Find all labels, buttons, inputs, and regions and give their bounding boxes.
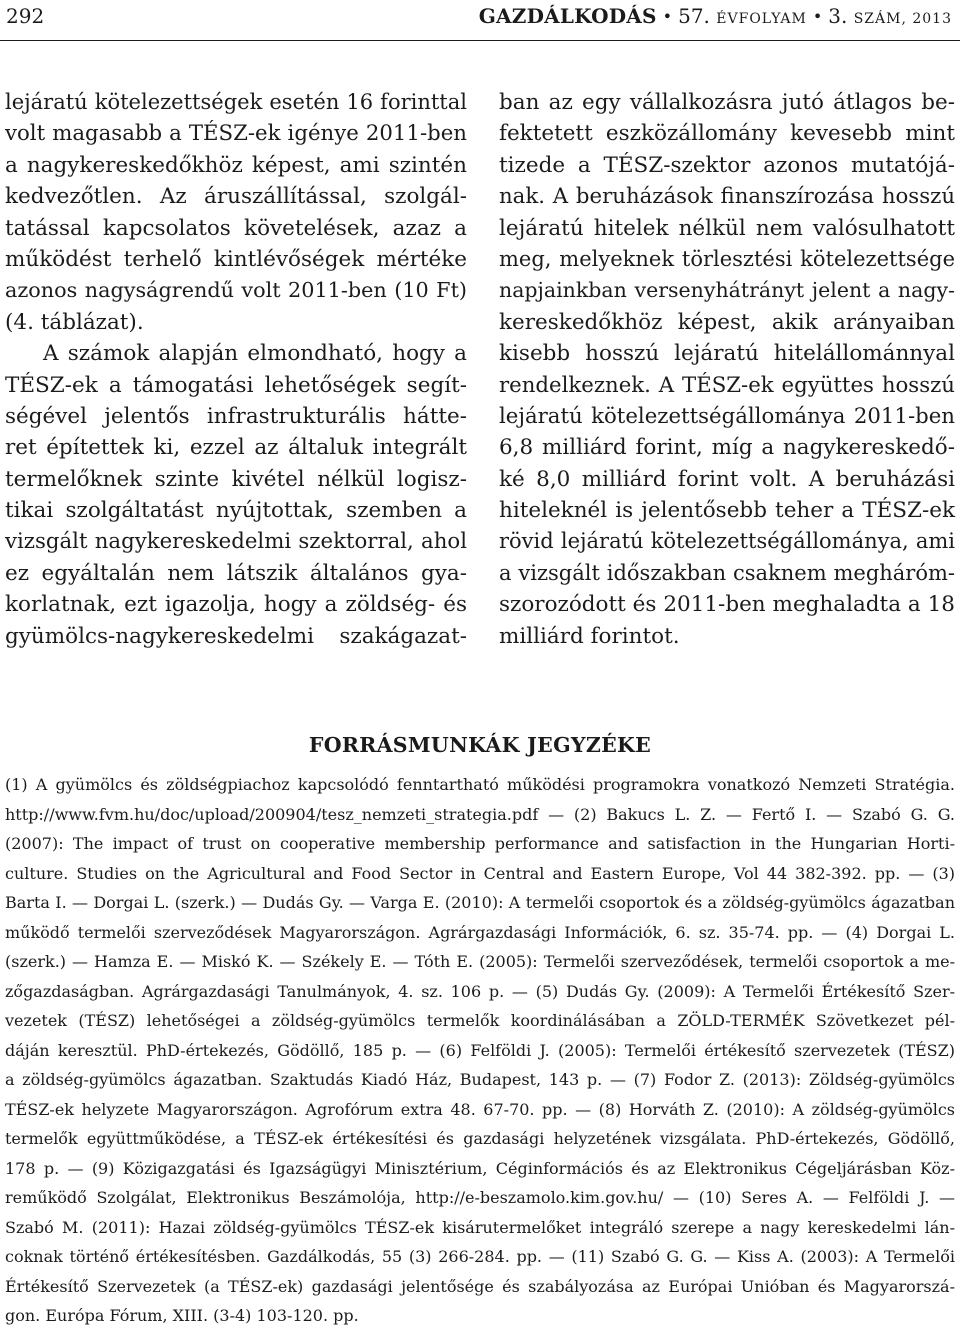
text-line: kereskedőkhöz képest, akik arányaiban <box>499 309 955 335</box>
reference-line: 178 p. — (9) Közigazgatási és Igazságügyi Minisztérium, Céginformációs és az Elektronikus Cégeljárásban Köz- <box>5 1158 955 1178</box>
text-line: hiteleknél is jelentősebb teher a TÉSZ-ek <box>499 498 955 524</box>
text-line: ségével jelentős infrastrukturális hátte- <box>5 403 467 429</box>
text-line: TÉSZ-ek a támogatási lehetőségek segít- <box>5 372 467 398</box>
reference-line: coknak történő értékesítésben. Gazdálkodás, 55 (3) 266-284. pp. — (11) Szabó G. G. — Kiss A. (2003): A Termelői <box>5 1247 955 1266</box>
text-line: tatással kapcsolatos követelések, azaz a <box>5 215 467 241</box>
reference-line: Barta I. — Dorgai L. (szerk.) — Dudás Gy. — Varga E. (2010): A termelői csoportok és a zöldség-gyümölcs ágazatban <box>5 893 955 912</box>
text-line: termelőknek szinte kivétel nélkül logisz- <box>5 466 467 492</box>
journal-name: GAZDÁLKODÁS <box>478 4 657 28</box>
text-line: tikai szolgáltatást nyújtottak, szemben a <box>5 498 467 524</box>
text-line: tizede a TÉSZ-szektor azonos mutatójá- <box>499 152 955 178</box>
text-line: rendelkeznek. A TÉSZ-ek együttes hosszú <box>499 372 955 398</box>
text-line: szorozódott és 2011-ben meghaladta a 18 <box>499 592 955 618</box>
bullet-separator-icon: • <box>812 7 823 26</box>
issue-label: SZÁM, 2013 <box>853 11 952 27</box>
reference-line: (szerk.) — Hamza E. — Miskó K. — Székely E. — Tóth E. (2005): Termelői szerveződések, termelői csoportok a me- <box>5 952 955 971</box>
text-line: lejáratú kötelezettségek esetén 16 forinttal <box>5 90 467 114</box>
text-line: milliárd forintot. <box>499 623 680 649</box>
text-line: korlatnak, ezt igazolja, hogy a zöldség- és <box>5 592 467 618</box>
paragraph-first-line: A számok alapján elmondható, hogy a <box>43 341 467 367</box>
reference-line: működő termelői szerveződések Magyarországon. Agrárgazdasági Információk, 6. sz. 35-74. pp. — (4) Dorgai L. <box>5 922 955 942</box>
reference-line: reműködő Szolgálat, Elektronikus Beszámolója, http://e-beszamolo.kim.gov.hu/ — (10) Seres A. — Felföldi J. — <box>5 1188 955 1207</box>
reference-line: culture. Studies on the Agricultural and Food Sector in Central and Eastern Europe, Vol 44 382-392. pp. — (3) <box>5 863 955 883</box>
bullet-separator-icon: • <box>662 7 673 26</box>
references-heading: FORRÁSMUNKÁK JEGYZÉKE <box>308 733 652 757</box>
text-line: ez egyáltalán nem látszik általános gya- <box>5 560 467 586</box>
reference-line: TÉSZ-ek helyzete Magyarországon. Agrofórum extra 48. 67-70. pp. — (8) Horváth Z. (2010): A zöldség-gyümölcs <box>5 1099 955 1119</box>
text-line: lejáratú hitelek nélkül nem valósulhatott <box>499 215 955 241</box>
reference-line: http://www.fvm.hu/doc/upload/200904/tesz_nemzeti_strategia.pdf — (2) Bakucs L. Z. — Fertő I. — Szabó G. G. <box>5 804 955 824</box>
text-line: vizsgált nagykereskedelmi szektorral, ahol <box>5 529 467 555</box>
text-line: működést terhelő kintlévőségek mértéke <box>5 246 467 272</box>
text-line: ret építettek ki, ezzel az általuk integrált <box>5 435 467 461</box>
volume-number: 57. <box>678 4 710 28</box>
journal-running-head <box>479 4 952 31</box>
text-line: kisebb hosszú lejáratú hitelállománnyal <box>499 341 955 367</box>
text-line: a nagykereskedőkhöz képest, ami szintén <box>5 152 467 178</box>
text-line: rövid lejáratú kötelezettségállománya, ami <box>499 529 955 554</box>
text-line: fektetett eszközállomány kevesebb mint <box>499 121 955 147</box>
reference-line: Értékesítő Szervezetek (a TÉSZ-ek) gazdasági jelentősége és szabályozása az Európai Unióban és Magyarorszá- <box>5 1276 955 1296</box>
volume-label: ÉVFOLYAM <box>716 11 807 27</box>
page-number: 292 <box>6 4 45 28</box>
reference-line: vezetek (TÉSZ) lehetőségei a zöldség-gyümölcs termelők koordinálásában a ZÖLD-TERMÉK Szövetkezet pél- <box>5 1011 955 1030</box>
text-line: (4. táblázat). <box>5 309 144 335</box>
text-line: volt magasabb a TÉSZ-ek igénye 2011-ben <box>5 121 467 147</box>
text-line: nak. A beruházások finanszírozása hosszú <box>499 184 955 210</box>
reference-line: zőgazdaságban. Agrárgazdasági Tanulmányok, 4. sz. 106 p. — (5) Dudás Gy. (2009): A Termelői Értékesítő Szer- <box>5 981 955 1001</box>
text-line: napjainkban versenyhátrányt jelent a nagy- <box>499 278 955 303</box>
reference-line: (2007): The impact of trust on cooperative membership performance and satisfaction in the Hungarian Horti- <box>5 834 955 853</box>
text-line: meg, melyeknek törlesztési kötelezettsége <box>499 246 955 271</box>
text-line: 6,8 milliárd forint, míg a nagykereskedő- <box>499 435 955 461</box>
reference-line: termelők együttműködése, a TÉSZ-ek értékesítési és gazdasági helyzetének vizsgálata. PhD-értekezés, Gödöllő, <box>5 1129 955 1148</box>
body-text-right-column <box>499 87 955 652</box>
reference-line: a zöldség-gyümölcs ágazatban. Szaktudás Kiadó Ház, Budapest, 143 p. — (7) Fodor Z. (2013): Zöldség-gyümölcs <box>5 1070 955 1089</box>
reference-line: Szabó M. (2011): Hazai zöldség-gyümölcs TÉSZ-ek kisárutermelőket integráló szerepe a nagy kereskedelmi lán- <box>5 1217 955 1237</box>
text-line: gyümölcs-nagykereskedelmi szakágazat- <box>5 623 467 649</box>
running-header <box>0 0 960 41</box>
text-line: kedvezőtlen. Az áruszállítással, szolgál- <box>5 184 467 210</box>
reference-line: dáján keresztül. PhD-értekezés, Gödöllő, 185 p. — (6) Felföldi J. (2005): Termelői értékesítő szervezetek (TÉSZ) <box>5 1040 955 1060</box>
text-line: a vizsgált időszakban csaknem megháróm- <box>499 560 955 585</box>
reference-line: gon. Európa Fórum, XIII. (3-4) 103-120. pp. <box>5 1306 359 1325</box>
reference-line: (1) A gyümölcs és zöldségpiachoz kapcsolódó fenntartható működési programokra vonatkozó Nemzeti Stratégia. <box>5 775 955 794</box>
issue-number: 3. <box>828 4 848 28</box>
text-line: ké 8,0 milliárd forint volt. A beruházási <box>499 466 955 492</box>
text-line: azonos nagyságrendű volt 2011-ben (10 Ft) <box>5 278 467 303</box>
references-list <box>5 770 955 1331</box>
text-line: ban az egy vállalkozásra jutó átlagos be- <box>499 90 955 115</box>
text-line: lejáratú kötelezettségállománya 2011-ben <box>499 403 955 429</box>
body-text-left-column <box>5 87 467 652</box>
